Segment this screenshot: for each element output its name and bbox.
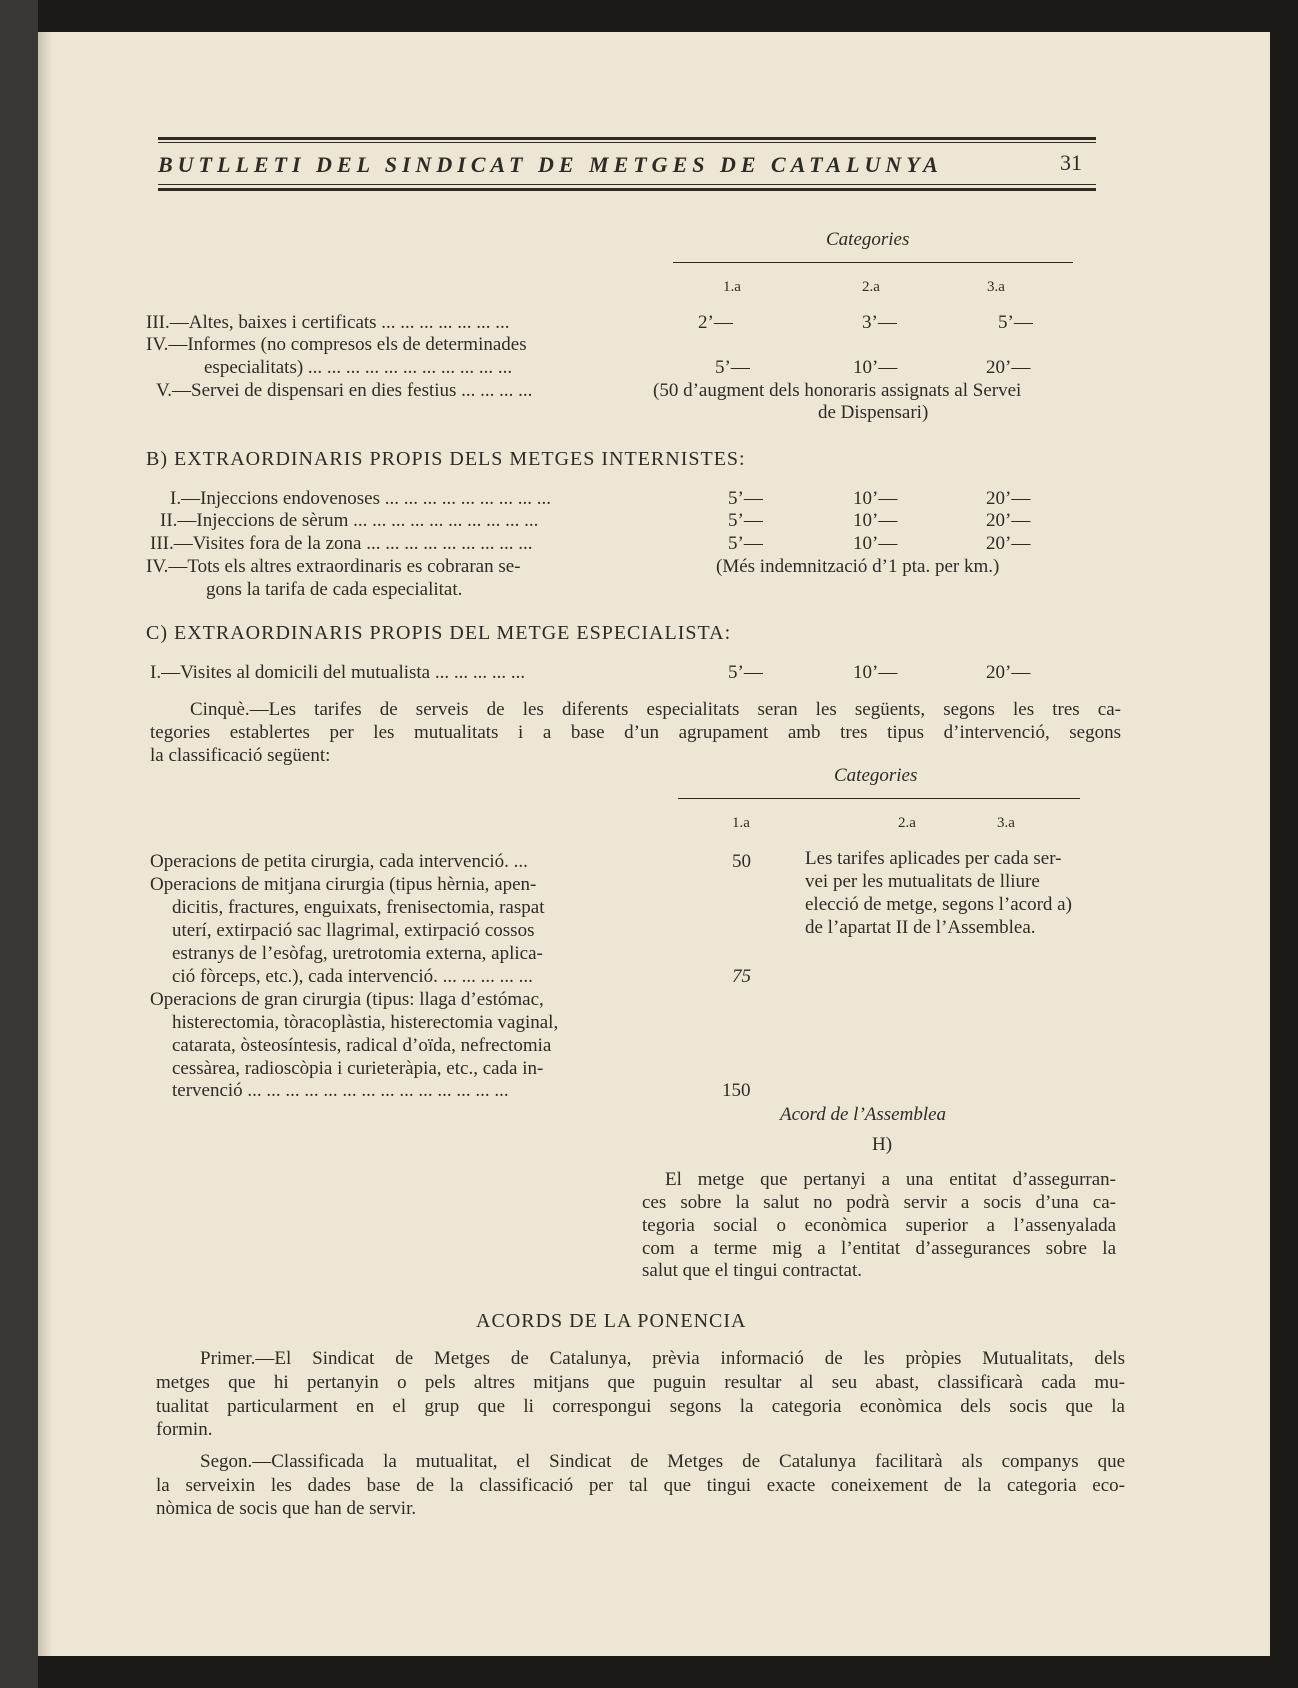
table2-col3: 3.a: [997, 815, 1015, 831]
primer-line3: tualitat particularment en el grup que li correspongui segons la categoria econòmica dels socis que la: [156, 1396, 1125, 1417]
table2-note-line4: de l’apartat II de l’Assemblea.: [805, 917, 1036, 938]
section-b-row3-v1: 5’—: [728, 533, 763, 554]
book-spine: [0, 0, 38, 1688]
acord-line3: tegoria social o econòmica superior a l’assenyalada: [642, 1215, 1116, 1236]
table2-note-line2: vei per les mutualitats de lliure: [805, 871, 1040, 892]
acord-line5: salut que el tingui contractat.: [642, 1260, 863, 1281]
primer-line2: metges que hi pertanyin o pels altres mitjans que puguin resultar al seu abast, classificarà cada mu-: [156, 1372, 1125, 1393]
acord-line1: El metge que pertanyi a una entitat d’assegurran-: [665, 1169, 1116, 1190]
acord-line2: ces sobre la salut no podrà servir a socis d’una ca-: [642, 1192, 1116, 1213]
table1-col1: 1.a: [723, 279, 741, 295]
section-b-row4-label2: gons la tarifa de cada especialitat.: [206, 579, 463, 600]
section-b-row1-v1: 5’—: [728, 488, 763, 509]
section-b-row4-note: (Més indemnització d’1 pta. per km.): [716, 556, 1000, 577]
table1-caption-rule: [673, 262, 1073, 263]
header-rule-bottom-thin: [158, 184, 1096, 185]
segon-line1: Segon.—Classificada la mutualitat, el Sindicat de Metges de Catalunya facilitarà als companys que: [200, 1451, 1125, 1472]
table2-caption: Categories: [834, 765, 918, 786]
section-b-row1-label: I.—Injeccions endovenoses ... ... ... ... ... ... ... ... ...: [170, 488, 551, 509]
op1-label: Operacions de petita cirurgia, cada intervenció. ...: [150, 851, 528, 872]
acord-letter: H): [872, 1134, 893, 1155]
segon-line2: la serveixin les dades base de la classificació per tal que tingui exacte coneixement de la categoria eco-: [156, 1475, 1125, 1496]
table1-row4-label: IV.—Informes (no compresos els de determinades: [146, 334, 527, 355]
table1-caption: Categories: [826, 229, 910, 250]
section-b-row2-v1: 5’—: [728, 510, 763, 531]
table2-note-line1: Les tarifes aplicades per cada ser-: [805, 848, 1062, 869]
section-c-row1-v1: 5’—: [728, 662, 763, 683]
op2-value: 75: [732, 966, 751, 987]
table2-col2: 2.a: [898, 815, 916, 831]
op3-line3: catarata, òsteosíntesis, radical d’oïda, nefrectomia: [172, 1035, 552, 1056]
page-gutter: [38, 32, 52, 1656]
primer-line1: Primer.—El Sindicat de Metges de Catalunya, prèvia informació de les pròpies Mutualitats, dels: [200, 1348, 1125, 1369]
table1-row3-v1: 2’—: [698, 312, 733, 333]
section-b-row2-v3: 20’—: [986, 510, 1031, 531]
table2-col1: 1.a: [732, 815, 750, 831]
segon-line3: nòmica de socis que han de servir.: [156, 1498, 417, 1519]
section-b-row1-v3: 20’—: [986, 488, 1031, 509]
ponencia-title: ACORDS DE LA PONENCIA: [476, 1310, 747, 1332]
cinque-line1: Cinquè.—Les tarifes de serveis de les diferents especialitats seran les següents, segons les tres ca-: [190, 699, 1121, 720]
table2-note-line3: elecció de metge, segons l’acord a): [805, 894, 1072, 915]
section-b-row1-v2: 10’—: [853, 488, 898, 509]
op3-line4: cessàrea, radioscòpia i curieteràpia, etc., cada in-: [172, 1058, 544, 1079]
table1-row3-v3: 5’—: [998, 312, 1033, 333]
table1-row5-note2: de Dispensari): [818, 402, 929, 423]
table1-col2: 2.a: [862, 279, 880, 295]
op2-line3: uterí, extirpació sac llagrimal, extirpació cossos: [172, 920, 535, 941]
op3-line1: Operacions de gran cirurgia (tipus: llaga d’estómac,: [150, 989, 544, 1010]
section-b-row4-label: IV.—Tots els altres extraordinaris es cobraran se-: [146, 556, 521, 577]
table1-row5-label: V.—Servei de dispensari en dies festius ... ... ... ...: [156, 380, 533, 401]
table1-row4-v3: 20’—: [986, 357, 1031, 378]
op2-line4: estranys de l’esòfag, uretrotomia externa, aplica-: [172, 943, 543, 964]
op2-line2: dicitis, fractures, enguixats, frenisectomia, raspat: [172, 897, 545, 918]
table1-row5-note: (50 d’augment dels honoraris assignats al Servei: [653, 380, 1022, 401]
header-rule-top-thin: [158, 142, 1096, 143]
table1-row3-v2: 3’—: [862, 312, 897, 333]
op3-line5: tervenció ... ... ... ... ... ... ... ... ... ... ... ... ... ...: [172, 1080, 509, 1101]
op2-line5: ció fòrceps, etc.), cada intervenció. ... ... ... ... ...: [172, 966, 533, 987]
table1-row4-v1: 5’—: [715, 357, 750, 378]
op3-value: 150: [722, 1080, 751, 1101]
table1-row3-label: III.—Altes, baixes i certificats ... ... ... ... ... ... ...: [146, 312, 510, 333]
header-rule-top: [158, 137, 1096, 140]
table1-col3: 3.a: [987, 279, 1005, 295]
section-b-row3-v2: 10’—: [853, 533, 898, 554]
header-rule-bottom: [158, 188, 1096, 191]
section-b-row2-v2: 10’—: [853, 510, 898, 531]
acord-title: Acord de l’Assemblea: [780, 1104, 947, 1125]
section-b-row2-label: II.—Injeccions de sèrum ... ... ... ... ... ... ... ... ... ...: [160, 510, 539, 531]
table2-caption-rule: [678, 798, 1080, 799]
op1-value: 50: [732, 851, 751, 872]
page-number: 31: [1060, 150, 1082, 175]
table1-row4-label2: especialitats) ... ... ... ... ... ... ... ... ... ... ...: [204, 357, 513, 378]
section-b-title: B) EXTRAORDINARIS PROPIS DELS METGES INTERNISTES:: [146, 448, 746, 470]
section-c-row1-v3: 20’—: [986, 662, 1031, 683]
op3-line2: histerectomia, tòracoplàstia, histerectomia vaginal,: [172, 1012, 559, 1033]
primer-line4: formin.: [156, 1419, 213, 1440]
section-b-row3-v3: 20’—: [986, 533, 1031, 554]
section-b-row3-label: III.—Visites fora de la zona ... ... ... ... ... ... ... ... ...: [150, 533, 533, 554]
section-c-row1-label: I.—Visites al domicili del mutualista ... ... ... ... ...: [150, 662, 526, 683]
running-header-title: BUTLLETI DEL SINDICAT DE METGES DE CATALUNYA: [158, 152, 943, 177]
table1-row4-v2: 10’—: [853, 357, 898, 378]
acord-line4: com a terme mig a l’entitat d’assegurances sobre la: [642, 1238, 1116, 1259]
cinque-line3: la classificació següent:: [150, 745, 331, 766]
section-c-row1-v2: 10’—: [853, 662, 898, 683]
section-c-title: C) EXTRAORDINARIS PROPIS DEL METGE ESPECIALISTA:: [146, 622, 732, 644]
op2-line1: Operacions de mitjana cirurgia (tipus hèrnia, apen-: [150, 874, 537, 895]
cinque-line2: tegories establertes per les mutualitats i a base d’un agrupament amb tres tipus d’intervenció, segons: [150, 722, 1121, 743]
